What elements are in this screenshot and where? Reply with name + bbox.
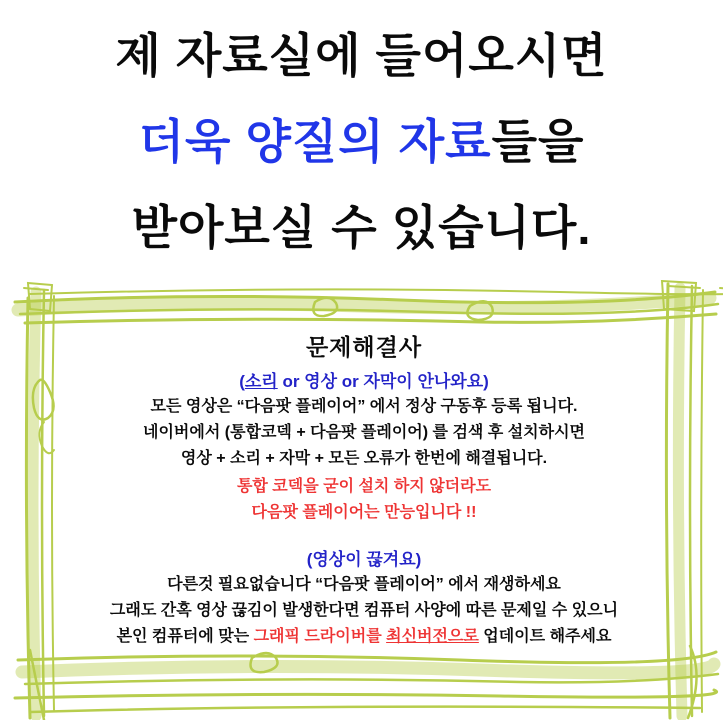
troubleshooter-box: [60, 332, 668, 650]
audio-heading-rest: or 영상 or 자막이 안나와요): [277, 372, 489, 391]
hero-line-1: 제 자료실에 들어오시면: [115, 29, 608, 82]
video-body-line: 그래도 간혹 영상 끊김이 발생한다면 컴퓨터 사양에 따른 문제일 수 있으니: [109, 602, 619, 619]
last-line-highlight-underlined: 최신버전으로: [386, 628, 479, 645]
video-body-line: 다른것 필요없습니다 “다음팟 플레이어” 에서 재생하세요: [167, 576, 561, 593]
video-body-last-line: [60, 624, 668, 650]
hero-line-3: 받아보실 수 있습니다.: [131, 201, 592, 254]
audio-warning-line: 통합 코덱을 굳이 설치 하지 않더라도: [236, 478, 492, 495]
last-line-prefix: 본인 컴퓨터에 맞는: [116, 628, 254, 645]
box-title: 문제해결사: [305, 334, 423, 360]
audio-body-line: 네이버에서 (통합코덱 + 다음팟 플레이어) 를 검색 후 설치하시면: [143, 424, 585, 441]
hero-banner: [0, 0, 723, 258]
audio-body-line: 영상 + 소리 + 자막 + 모든 오류가 한번에 해결됩니다.: [180, 450, 548, 467]
audio-heading-underlined: 소리: [244, 372, 278, 391]
audio-body-line: 모든 영상은 “다음팟 플레이어” 에서 정상 구동후 등록 됩니다.: [150, 398, 578, 415]
last-line-suffix: 업데이트 해주세요: [478, 628, 612, 645]
video-section-heading: (영상이 끊겨요): [306, 550, 422, 569]
last-line-highlight: 그래픽 드라이버를: [253, 628, 387, 645]
hero-line-2: [0, 112, 723, 172]
hero-line-2-rest: 들을: [491, 115, 585, 168]
hero-line-2-highlight: 더욱 양질의 자료: [138, 115, 492, 168]
audio-warning-line: 다음팟 플레이어는 만능입니다 !!: [251, 504, 477, 521]
audio-heading-prefix: (: [239, 372, 245, 391]
audio-section-heading: [60, 370, 668, 394]
